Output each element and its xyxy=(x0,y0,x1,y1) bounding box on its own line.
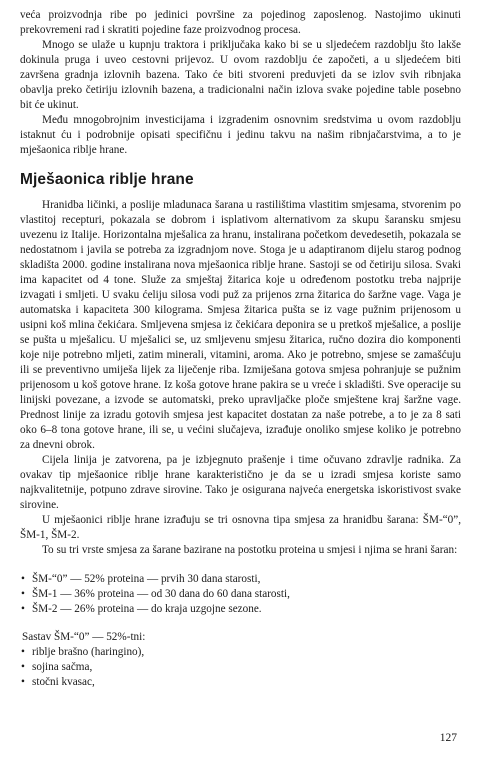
page-content xyxy=(20,8,461,690)
intro-paragraph-3: Među mnogobrojnim investicijama i izgradenim osnovnim sredstvima u ovom razdoblju istaknut ću i podrobnije opisati specifičnu i jedinu takvu na našim ribnjačarstvima, a to je mješaonica riblje hrane. xyxy=(20,114,461,156)
list-item: • ŠM-2 — 26% proteina — do kraja uzgojne sezone. xyxy=(20,602,461,617)
composition-list xyxy=(20,645,461,690)
intro-paragraph-2: Mnogo se ulaže u kupnju traktora i priključaka kako bi se u sljedećem razdoblju što lakše dokinula pruga i uveo cestovni prijevoz. U ovom razdoblju će započeti, a u sljedećem biti završena gradnja izlovnih bazena. Tako će biti stvoreni preduvjeti da se izlov svih ribnjaka obavlja preko četiriju izlovnih bazena, a tradicionalni način izlova svake pojedine table posebno bit će ukinut. xyxy=(20,39,461,111)
section-paragraph-2: Cijela linija je zatvorena, pa je izbjegnuto prašenje i time očuvano zdravlje radnika. Za ovakav tip mješaonice riblje hrane karakteristično je da se u izradi smjesa koriste samo najkvalitetnije, potpuno zdrave sirovine. Tako je osigurana najveća energetska iskoristivost svake sirovine. xyxy=(20,454,461,511)
mix-types-list xyxy=(20,572,461,617)
list-item: • riblje brašno (haringino), xyxy=(20,645,461,660)
section-paragraph-3: U mješaonici riblje hrane izrađuju se tri osnovna tipa smjesa za hranidbu šarana: ŠM-“0”, ŠM-1, ŠM-2. xyxy=(20,514,461,541)
spacer xyxy=(20,617,461,630)
section-body xyxy=(20,198,461,558)
section-heading: Mješaonica riblje hrane xyxy=(20,171,194,188)
intro-paragraph-1: veća proizvodnja ribe po jedinici površine za pojedinog zaposlenog. Nastojimo ukinuti prekovremeni rad i skratiti pojedine faze proizvodnog procesa. xyxy=(20,9,461,36)
section-paragraph-1: Hranidba ličinki, a poslije mladunaca šarana u rastilištima vlastitim smjesama, stvorenim po vlastitoj recepturi, pokazala se dobrom i isplativom alternativom za skupu šaransku smjesu uvezenu iz Italije. Horizontalna mješalica za hranu, instalirana početkom devedesetih, pokazala se nedostatnom i javila se potreba za izgradnjom nove. Stoga je u adaptiranom dijelu starog podnog skladišta 2000. godine instalirana nova mješaonica riblje hrane. Sastoji se od četiriju silosa. Svaki ima kapacitet od 4 tone. Služe za smještaj žitarica koje u određenom postotku treba najprije izvagati i smljeti. U svaku ćeliju silosa vodi puž za prijenos zrna žitarica do šaržne vage. Vaga je automatska i kapaciteta 300 kilograma. Smjesa žitarica pušta se iz vage pužnim prijenosom u usipni koš mlina čekićara. Smljevena smjesa iz čekićara deponira se u pretkoš mješalice, a poslije se pušta u mješalicu. U mješalici se, uz smljevenu smjesu žitarica, ručno dozira dio komponenti koje nije potrebno mljeti, zatim minerali, vitamini, aroma. Ako je potrebno, smjese se zamašćuju ili se preventivno umiješa lijek za liječenje riba. Izmiješana gotova smjesa pohranjuje se pužnim prijenosom u koš gotove hrane. Iz koša gotove hrane pakira se u vreće i skladišti. Sve operacije su linijski povezane, a izvode se automatski, preko upravljačke ploče smještene kraj šaržne vage. Prednost linije za izradu gotovih smjesa jest kapacitet dostatan za naše potrebe, a to je za 8 sati oko 6–8 tona gotove hrane, ili se, u većini slučajeva, izrađuje onoliko smjese koliko je potrebno za dnevni obrok. xyxy=(20,199,461,451)
composition-label: Sastav ŠM-“0” — 52%-tni: xyxy=(22,631,146,643)
list-item: • ŠM-1 — 36% proteina — od 30 dana do 60 dana starosti, xyxy=(20,587,461,602)
list-item: • sojina sačma, xyxy=(20,660,461,675)
list-item: • ŠM-“0” — 52% proteina — prvih 30 dana starosti, xyxy=(20,572,461,587)
section-paragraph-4: To su tri vrste smjesa za šarane bazirane na postotku proteina u smjesi i njima se hrani šaran: xyxy=(42,544,458,556)
list-item: • stočni kvasac, xyxy=(20,675,461,690)
page-number: 127 xyxy=(439,732,457,744)
spacer xyxy=(20,558,461,572)
